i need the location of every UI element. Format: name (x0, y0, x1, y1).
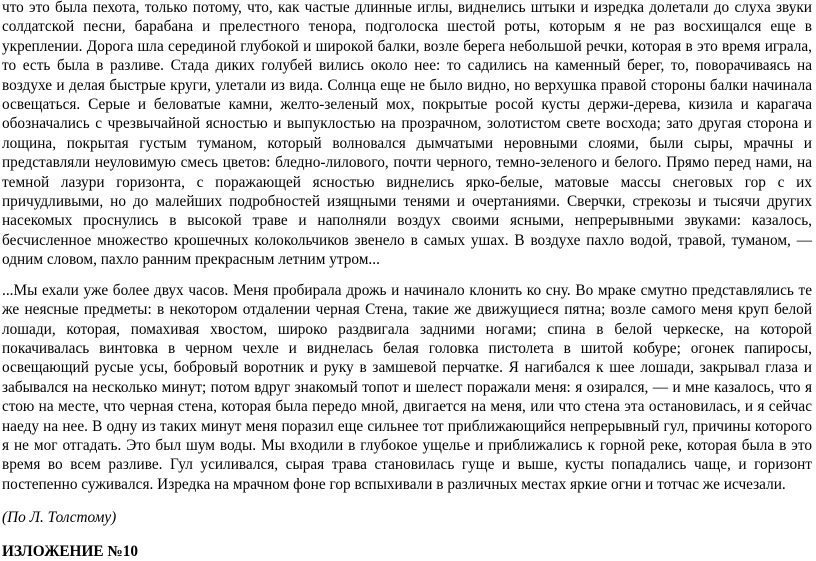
section-heading: ИЗЛОЖЕНИЕ №10 (2, 542, 139, 560)
author-attribution: (По Л. Толстому) (2, 509, 117, 527)
document-page (2, 0, 812, 561)
text-paragraph-2: ...Мы ехали уже более двух часов. Меня пробирала дрожь и начинало клонить ко сну. Во мраке смутно представлялись те же неясные предметы: в некотором отдалении черная Стена, такие же движущиеся пятна; возле самого меня круп белой лошади, которая, помахивая хвостом, широко раздвигала задними ногами; спина в белой черкеске, на которой покачивалась винтовка в черном чехле и виднелась белая головка пистолета в шитой кобуре; огонек папиросы, освещающий русые усы, бобровый воротник и руку в замшевой перчатке. Я нагибался к шее лошади, закрывал глаза и забывался на несколько минут; потом вдруг знакомый топот и шелест поражали меня: я озирался, — и мне казалось, что я стою на месте, что черная стена, которая была передо мной, двигается на меня, или что стена эта остановилась, и я сейчас наеду на нее. В одну из таких минут меня поразил еще сильнее тот приближающийся непрерывный гул, причины которого я не мог отгадать. Это был шум воды. Мы входили в глубокое ущелье и приближались к горной реке, которая была в это время во всем разливе. Гул усиливался, сырая трава становилась гуще и выше, кусты попадались чаще, и горизонт постепенно суживался. Изредка на мрачном фоне гор вспыхивали в различных местах яркие огни и тотчас же исчезали. (2, 281, 812, 493)
text-paragraph-1: что это была пехота, только потому, что, как частые длинные иглы, виднелись штыки и изредка долетали до слуха звуки солдатской песни, барабана и прелестного тенора, подголоска шестой роты, которым я не раз восхищался еще в укреплении. Дорога шла серединой глубокой и широкой балки, возле берега небольшой речки, которая в это время играла, то есть была в разливе. Стада диких голубей вились около нее: то садились на каменный берег, то, поворачиваясь на воздухе и делая быстрые круги, улетали из вида. Солнца еще не было видно, но верхушка правой стороны балки начинала освещаться. Серые и беловатые камни, желто-зеленый мох, покрытые росой кусты держи-дерева, кизила и карагача обозначались с чрезвычайной ясностью и выпуклостью на прозрачном, золотистом свете восхода; зато другая сторона и лощина, покрытая густым туманом, который волновался дымчатыми неровными слоями, были сыры, мрачны и представляли неуловимую смесь цветов: бледно-лилового, почти черного, темно-зеленого и белого. Прямо перед нами, на темной лазури горизонта, с поражающей ясностью виднелись ярко-белые, матовые массы снеговых гор с их причудливыми, но до малейших подробностей изящными тенями и очертаниями. Сверчки, стрекозы и тысячи других насекомых проснулись в высокой траве и наполняли воздух своими ясными, непрерывными звуками: казалось, бесчисленное множество крошечных колокольчиков звенело в самых ушах. В воздухе пахло водой, травой, туманом, — одним словом, пахло ранним прекрасным летним утром... (2, 0, 812, 269)
